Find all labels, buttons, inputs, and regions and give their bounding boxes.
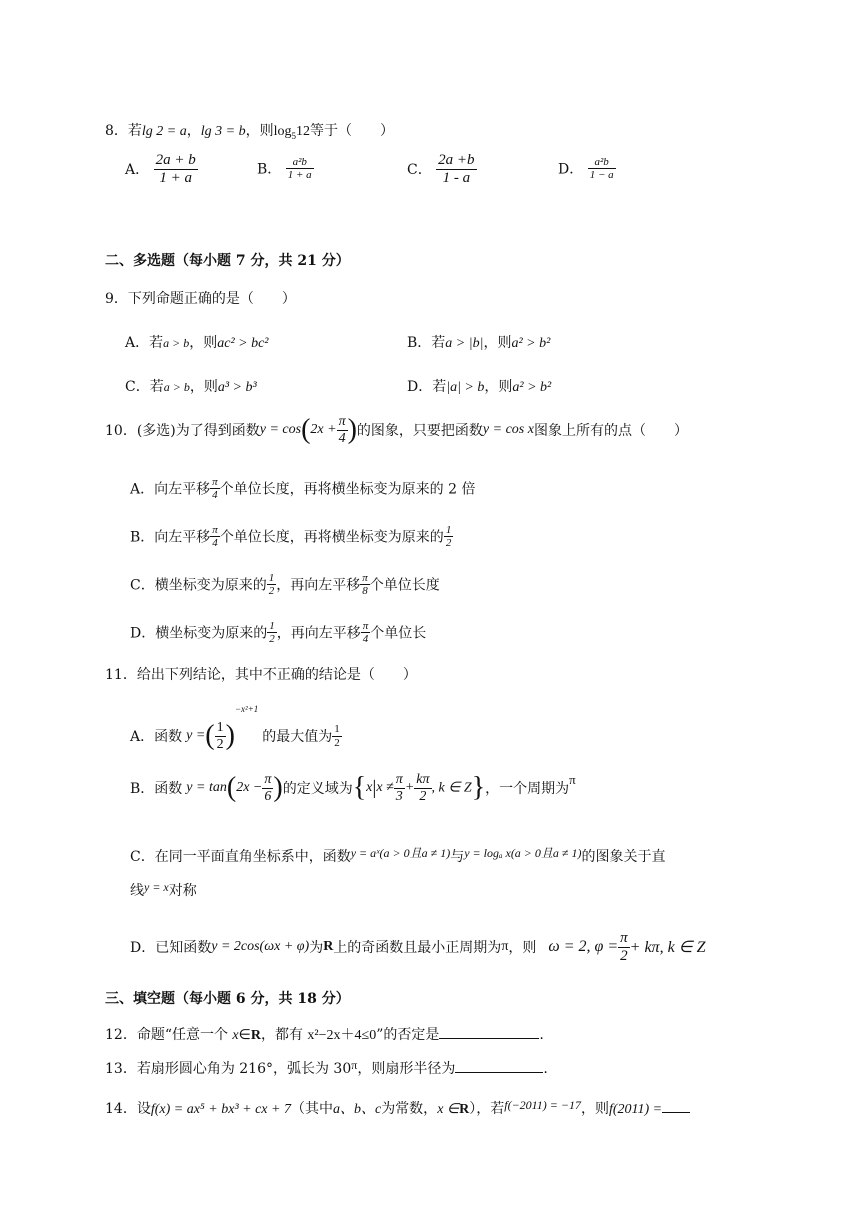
q9-d-letter: D．若 [407, 379, 447, 395]
q10-b-frac [210, 524, 220, 549]
q11-b-lparen: ( [226, 772, 237, 803]
q11-b-d2: 2 [419, 788, 427, 804]
q9-a-mid: ，则 [189, 335, 218, 351]
q10-func-frac [337, 414, 348, 446]
q9-stem: 9．下列命题正确的是（ ） [105, 291, 296, 307]
q11-option-c-line2 [130, 880, 197, 900]
q10-d-den2: 4 [362, 633, 369, 646]
q8-option-b[interactable] [257, 156, 314, 181]
q11-option-a[interactable] [130, 704, 342, 752]
q11-a-pre: A．函数 [130, 729, 183, 745]
q11-a-frac [215, 720, 226, 752]
q9-d-mid: ，则 [484, 379, 513, 395]
q11-b-y: y = tan [186, 780, 227, 795]
q8-log-arg: 12 [296, 124, 310, 139]
q8-cond1: lg 2 = a [141, 124, 187, 139]
q11-b-pre: B．函数 [130, 781, 183, 797]
q10-a-post: 个单位长度，再将横坐标变为原来的 2 倍 [219, 481, 476, 498]
q12-pre: 12．命题“任意一个 [105, 1027, 233, 1043]
q12-end: . [539, 1027, 544, 1043]
q9-b-res: a² > b² [511, 336, 551, 351]
q10-option-a[interactable] [130, 476, 475, 501]
q8-b-den: 1 + a [287, 169, 312, 182]
q14-then: ，则 [580, 1101, 609, 1117]
q10-option-d[interactable] [130, 620, 426, 645]
q9-c-mid: ，则 [189, 379, 218, 395]
q9-c-cond: a > b [163, 380, 190, 394]
q11-option-b[interactable] [130, 772, 576, 804]
q9-option-d[interactable] [407, 376, 551, 396]
q11-b-plus: + [404, 780, 415, 795]
q9-c-res: a³ > b³ [217, 380, 257, 395]
q8-log-text: log [273, 124, 292, 139]
q9-a-letter: A．若 [125, 335, 164, 351]
q10-c-frac2 [360, 572, 370, 597]
q11-d-frac [618, 930, 630, 964]
q12-mid: ，都有 [260, 1027, 308, 1043]
q14-pre: 14．设 [105, 1101, 151, 1117]
q10-func-in: 2x + [310, 422, 337, 437]
q11-a-num: 1 [216, 720, 224, 736]
q11-option-c[interactable] [130, 844, 666, 866]
q8-b-letter: B． [257, 161, 282, 178]
q11-a-y: y = [186, 728, 206, 743]
q10-d-num: 1 [269, 620, 275, 632]
q14-vars: a、b、c [332, 1102, 382, 1117]
q12-r: R [250, 1028, 261, 1043]
q14-mid3: ），若 [469, 1101, 505, 1117]
q11-b-pi: π [569, 772, 576, 787]
q10-d-pre: D．横坐标变为原来的 [130, 625, 268, 642]
q11-d-mid: 为 [309, 940, 324, 956]
q9-option-b[interactable] [407, 332, 550, 352]
q10-d-post2: 个单位长 [370, 625, 427, 642]
q10-mid: 的图象，只要把函数 [356, 423, 483, 439]
q11-b-d1: 3 [395, 788, 403, 804]
q11-b-n2: kπ [416, 772, 430, 788]
q11-c-line2a: 线 [130, 883, 144, 899]
q11-b-rparen: ) [273, 772, 283, 803]
q11-d-pre: D．已知函数 [130, 940, 212, 956]
q11-d-mid2: 上的奇函数且最小正周期为 [333, 940, 502, 956]
q9-b-cond: a > |b| [445, 336, 484, 351]
q8-d-frac [588, 156, 616, 181]
q11-d-f: y = 2cos(ωx + φ) [211, 939, 310, 954]
q11-d-then: ，则 [508, 940, 537, 956]
q14-x: x ∈ [437, 1102, 460, 1117]
q11-b-tail: ，一个周期为 [485, 781, 570, 797]
q10-b-pre: B．向左平移 [130, 529, 211, 546]
q10-a-frac [210, 476, 220, 501]
q9-option-c[interactable] [125, 376, 257, 396]
q13 [105, 1058, 548, 1078]
q8-b-frac [286, 156, 314, 181]
q8-option-c[interactable] [407, 152, 477, 186]
q11-b-rbrace: } [471, 772, 486, 803]
q11-d-res-b: + kπ, k ∈ Z [629, 939, 706, 956]
q11-b-in: 2x − [236, 780, 263, 795]
q8-d-letter: D． [558, 161, 584, 178]
q10-c-num: 1 [268, 572, 275, 584]
q11-a-rparen: ) [225, 720, 235, 751]
q10-d-num2: π [362, 620, 369, 632]
q8-b-num: a²b [286, 156, 314, 169]
q9-a-res: ac² > bc² [217, 336, 269, 351]
q11-c-line2b: y = x [144, 880, 169, 894]
q11-a-num2: 1 [334, 723, 340, 736]
q10-c-frac [267, 572, 277, 597]
q11-d-pi: π [501, 939, 509, 954]
q11-b-frac2 [414, 772, 431, 804]
q10-d-den: 2 [269, 633, 275, 646]
q11-c-f1: y = aˣ(a > 0且a ≠ 1) [350, 846, 451, 860]
q8-option-a[interactable] [125, 152, 198, 186]
q11-d-rn: π [620, 930, 628, 946]
q11-b-set-b: x ≠ [376, 780, 394, 795]
q13-pi: π [351, 1058, 358, 1072]
q12-post: ”的否定是 [376, 1027, 440, 1043]
q13-post: ，则扇形半径为 [357, 1061, 456, 1077]
q10-a-num: π [212, 476, 218, 488]
q9-b-letter: B．若 [407, 335, 446, 351]
q11-c-mid: 与 [450, 849, 465, 865]
q8-log-base: 5 [291, 130, 296, 141]
q9-b-mid: ，则 [483, 335, 512, 351]
section-3-title: 三、填空题（每小题 6 分，共 18 分） [105, 991, 350, 1007]
q14-r: R [459, 1102, 470, 1117]
q10-d-frac2 [361, 620, 371, 645]
q8-a-frac [154, 152, 198, 186]
q10-func-left: y = cos [259, 422, 302, 437]
q14-mid: （其中 [290, 1101, 333, 1117]
q8-tail: 等于（ ） [310, 123, 394, 139]
q10-c-den2: 8 [362, 585, 368, 598]
q10-b-den2: 2 [445, 537, 452, 550]
q14-ask: f(2011) = [608, 1102, 663, 1117]
q10-prefix: 10．(多选)为了得到函数 [105, 423, 260, 439]
q8-d-den: 1 − a [589, 169, 614, 182]
q8-a-den: 1 + a [159, 169, 192, 186]
q11-d-res-a: ω = 2, φ = [548, 938, 619, 955]
q11-stem: 11．给出下列结论，其中不正确的结论是（ ） [105, 667, 417, 683]
q10-func-den: 4 [338, 430, 346, 446]
q10-c-den: 2 [268, 585, 275, 598]
q10-c-post: ，再向左平移 [276, 577, 361, 594]
q10-d-frac [267, 620, 277, 645]
q10-func2: y = cos x [482, 422, 534, 437]
q13-answer-blank[interactable] [455, 1058, 543, 1073]
q11-b-set-a: x [366, 780, 373, 795]
q8-stem [105, 120, 394, 141]
q11-c-line2c: 对称 [168, 883, 197, 899]
q11-c-f2: y = logₐ x(a > 0且a ≠ 1) [464, 846, 582, 860]
q8-then: ，则 [245, 123, 274, 139]
q11-b-n1: π [395, 772, 403, 788]
q8-c-num: 2a +b [438, 152, 475, 168]
q13-pre: 13．若扇形圆心角为 216°，弧长为 30 [105, 1061, 352, 1077]
q11-b-post: 的定义域为 [282, 781, 353, 797]
q11-b-set-c: , k ∈ Z [431, 780, 472, 796]
q9-c-letter: C．若 [125, 379, 164, 395]
q11-b-bar: | [372, 776, 377, 799]
q11-a-den2: 2 [334, 736, 340, 749]
q10-func-num: π [338, 414, 346, 430]
q10-a-pre: A．向左平移 [130, 481, 211, 498]
q10-b-num: π [212, 524, 218, 536]
q11-a-lparen: ( [205, 720, 215, 751]
q14-f: f(x) = ax⁵ + bx³ + cx + 7 [150, 1102, 291, 1117]
q11-c-post: 的图象关于直 [581, 849, 666, 865]
q8-c-frac [436, 152, 476, 186]
q8-label: 8．若 [105, 123, 142, 139]
q12 [105, 1024, 544, 1044]
q9-d-res: a² > b² [512, 380, 552, 395]
q8-d-num: a²b [588, 156, 616, 169]
q10-c-pre: C．横坐标变为原来的 [130, 577, 267, 594]
q11-a-frac2 [332, 723, 342, 748]
q10-d-post: ，再向左平移 [276, 625, 361, 642]
q8-log [274, 124, 310, 139]
q11-b-lbrace: { [352, 772, 367, 803]
q10-option-c[interactable] [130, 572, 440, 597]
q12-in: ∈ [238, 1028, 251, 1043]
q11-b-num: π [264, 772, 272, 788]
q11-c-pre: C．在同一平面直角坐标系中，函数 [130, 849, 351, 865]
q11-d-rd: 2 [620, 947, 628, 964]
q14-cond: f(−2011) = −17 [504, 1098, 581, 1112]
q8-sep: ， [186, 123, 201, 139]
q8-a-letter: A． [125, 162, 150, 178]
q10-b-post: 个单位长度，再将横坐标变为原来的 [219, 529, 444, 546]
q8-c-letter: C． [407, 162, 432, 178]
q8-cond2: lg 3 = b [200, 124, 246, 139]
q11-b-frac [262, 772, 273, 804]
q11-d-r: R [323, 939, 334, 954]
q10-rparen: ) [347, 414, 357, 445]
q10-lparen: ( [301, 414, 311, 445]
q10-c-post2: 个单位长度 [369, 577, 440, 594]
q8-c-den: 1 - a [442, 169, 471, 186]
section-2-title: 二、多选题（每小题 7 分，共 21 分） [105, 253, 350, 269]
q11-a-post: 的最大值为 [262, 729, 333, 745]
q8-a-num: 2a + b [155, 152, 196, 168]
q11-b-den: 6 [264, 788, 272, 804]
q13-end: . [543, 1061, 548, 1077]
q14 [105, 1098, 690, 1118]
q8-option-d[interactable] [558, 156, 616, 181]
q11-a-exp: −x²+1 [234, 704, 259, 714]
q10-a-den: 4 [212, 489, 218, 502]
q11-b-frac1 [394, 772, 405, 804]
q9-a-cond: a > b [163, 336, 190, 350]
q12-x: x [232, 1028, 239, 1043]
q12-answer-blank[interactable] [439, 1024, 539, 1039]
q12-ineq: x²−2x＋4≤0 [307, 1028, 377, 1043]
q10-b-num2: 1 [445, 524, 452, 536]
q14-answer-blank[interactable] [662, 1098, 690, 1113]
q9-option-a[interactable] [125, 332, 269, 352]
q10-option-b[interactable] [130, 524, 453, 549]
q11-option-d[interactable] [130, 930, 706, 964]
q10-tail: 图象上所有的点（ ） [533, 423, 688, 439]
q10-c-num2: π [362, 572, 368, 584]
q10-b-den: 4 [212, 537, 218, 550]
q10-b-frac2 [444, 524, 454, 549]
q10-stem [105, 414, 688, 446]
q14-mid2: 为常数， [381, 1101, 438, 1117]
q11-a-den: 2 [216, 736, 224, 752]
q9-d-cond: |a| > b [446, 380, 485, 395]
